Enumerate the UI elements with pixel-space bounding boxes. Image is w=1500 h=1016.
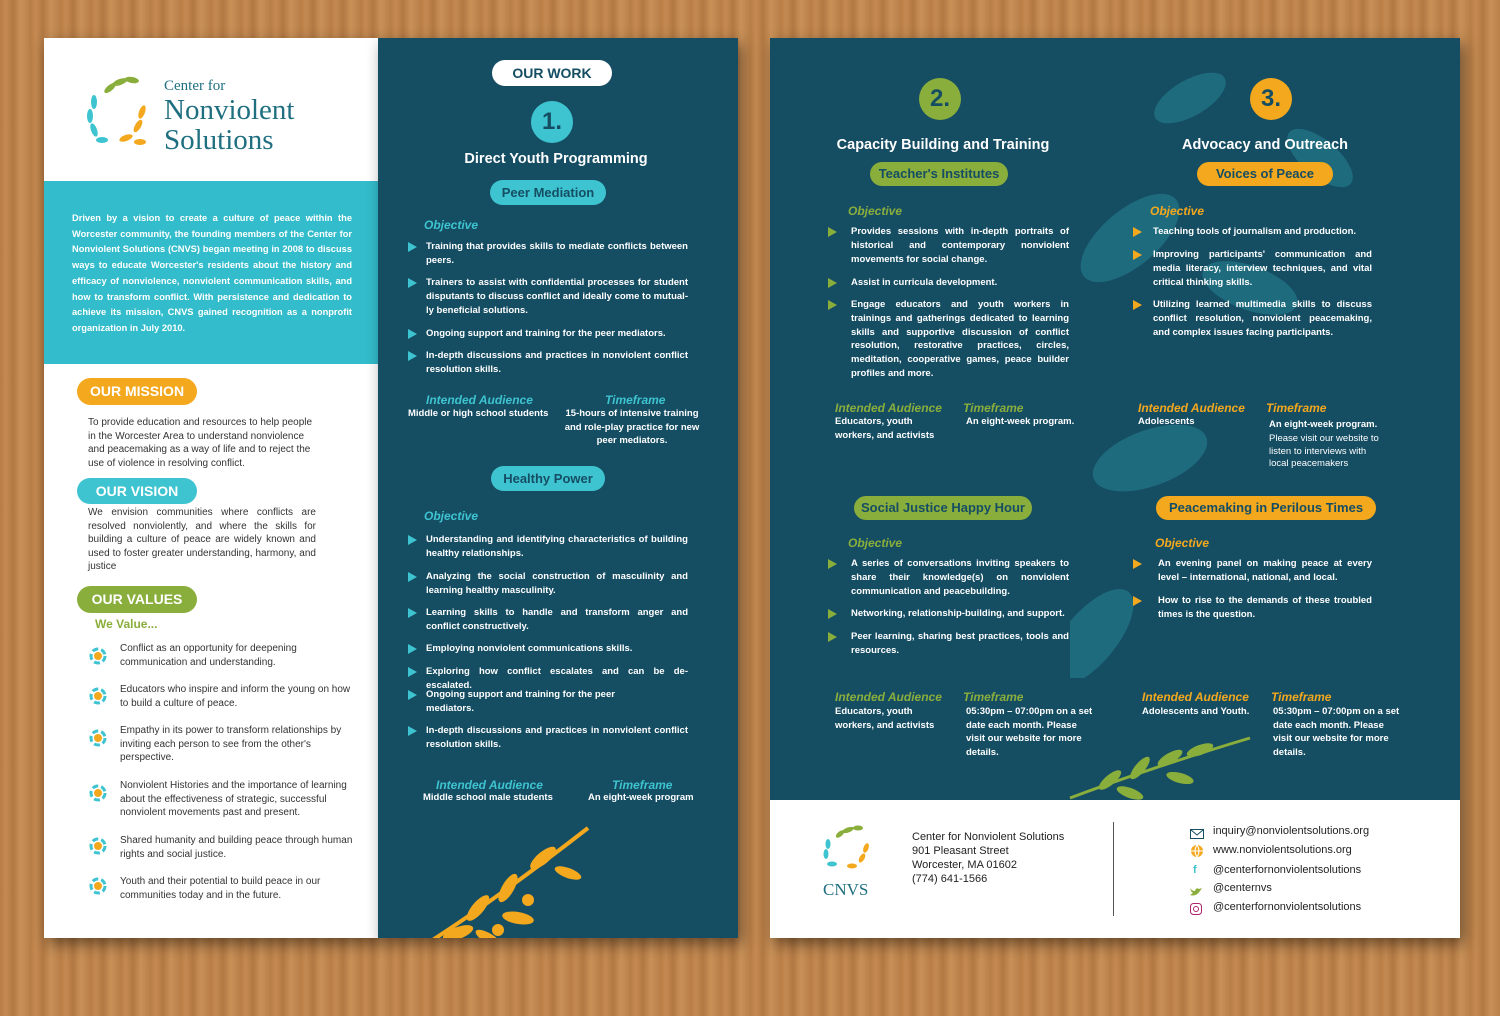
- footer: [770, 800, 1460, 938]
- logo-line-1: Center for: [164, 78, 226, 94]
- audience-text: Middle school male students: [423, 792, 553, 803]
- bullet-text: Exploring how conflict escalates and can be de-escalated.: [426, 666, 688, 691]
- footer-logo-text: CNVS: [823, 880, 869, 899]
- street: 901 Pleasant Street: [912, 845, 1009, 857]
- left-panel: [44, 38, 378, 938]
- bullet-arrow-icon: [1133, 250, 1142, 260]
- middle-panel: [378, 38, 738, 938]
- bullet-arrow-icon: [408, 329, 417, 339]
- org-name: Center for Nonviolent Solutions: [912, 831, 1065, 843]
- voices-of-peace-label: Voices of Peace: [1197, 162, 1333, 186]
- healthy-power-label: Healthy Power: [491, 466, 605, 491]
- value-item: Educators who inspire and inform the young on how to build a culture of peace.: [120, 684, 351, 709]
- cnvs-logo-icon: [818, 822, 878, 874]
- bullet-arrow-icon: [408, 690, 417, 700]
- olive-branch-icon: [418, 818, 618, 938]
- bullet-text: Ongoing support and training for the peer mediators.: [426, 689, 615, 714]
- peer-mediation-label: Peer Mediation: [490, 180, 606, 205]
- globe-icon: [1190, 844, 1204, 863]
- twitter-icon: [1190, 884, 1202, 902]
- bullet-text: Teaching tools of journalism and production.: [1153, 226, 1357, 237]
- audience-label: Intended Audience: [1142, 690, 1249, 704]
- intro-band: [44, 181, 378, 364]
- bullet-text: Improving participants' communication and media literacy, interview techniques, and vital critical thinking skills.: [1153, 249, 1372, 288]
- audience-label: Intended Audience: [835, 690, 942, 704]
- logo-wordmark: [164, 78, 295, 155]
- bullet-arrow-icon: [408, 278, 417, 288]
- logo-line-3: Solutions: [164, 124, 274, 156]
- bullet-arrow-icon: [1133, 596, 1142, 606]
- city: Worcester, MA 01602: [912, 859, 1017, 871]
- website-link[interactable]: www.nonviolentsolutions.org: [1213, 844, 1352, 856]
- bullet-arrow-icon: [408, 608, 417, 618]
- bullet-arrow-icon: [408, 351, 417, 361]
- bullet-arrow-icon: [408, 572, 417, 582]
- bullet-arrow-icon: [828, 278, 837, 288]
- value-item: Conflict as an opportunity for deepening communication and understanding.: [120, 643, 297, 668]
- value-item: Shared humanity and building peace through human rights and social justice.: [120, 835, 353, 860]
- bullet-text: Analyzing the social construction of masculinity and learning healthy masculinity.: [426, 571, 688, 596]
- timeframe-label: Timeframe: [963, 690, 1024, 704]
- values-subtitle: We Value...: [95, 617, 158, 631]
- facebook-icon: f: [1193, 864, 1197, 876]
- value-icon: [88, 876, 108, 896]
- audience-text: Adolescents and Youth.: [1142, 706, 1250, 717]
- value-icon: [88, 646, 108, 666]
- timeframe-text: 05:30pm – 07:00pm on a set date each month. Please visit our website for more details.: [966, 706, 1093, 758]
- value-icon: [88, 728, 108, 748]
- bullet-arrow-icon: [408, 535, 417, 545]
- cnvs-logo-icon: [80, 72, 160, 154]
- timeframe-label: Timeframe: [605, 393, 666, 407]
- value-icon: [88, 836, 108, 856]
- email-link[interactable]: inquiry@nonviolentsolutions.org: [1213, 825, 1370, 837]
- audience-text: Educators, youth workers, and activists: [835, 416, 935, 441]
- timeframe-text: An eight-week program: [588, 792, 694, 803]
- teachers-institutes-label: Teacher's Institutes: [870, 162, 1008, 186]
- audience-text: Adolescents: [1138, 416, 1195, 427]
- bullet-text: Ongoing support and training for the peer mediators.: [426, 328, 666, 339]
- bullet-text: Utilizing learned multimedia skills to discuss conflict resolution, nonviolent peacemaking, and complex issues facing participants.: [1153, 299, 1372, 338]
- phone: (774) 641-1566: [912, 873, 988, 885]
- bullet-arrow-icon: [828, 559, 837, 569]
- audience-label: Intended Audience: [436, 778, 543, 792]
- bullet-text: A series of conversations inviting speakers to share their knowledge(s) on nonviolent communication and peacebuilding.: [851, 558, 1069, 597]
- section-number-3: 3.: [1250, 78, 1292, 120]
- facebook-link[interactable]: @centerfornonviolentsolutions: [1213, 864, 1362, 876]
- section-number-2: 2.: [919, 78, 961, 120]
- our-work-heading: OUR WORK: [492, 60, 612, 86]
- instagram-link[interactable]: @centerfornonviolentsolutions: [1213, 901, 1362, 913]
- right-panel: [770, 38, 1460, 938]
- timeframe-label: Timeframe: [1266, 401, 1327, 415]
- objective-label: Objective: [1150, 204, 1205, 218]
- objective-label: Objective: [424, 509, 479, 523]
- bullet-arrow-icon: [408, 726, 417, 736]
- timeframe-text: 15-hours of intensive training and role-play practice for new peer mediators.: [564, 408, 700, 446]
- vision-text: We envision communities where conflicts are resolved nonviolently, and where the skills for building a culture of peace are widely known and used to foster greater understanding, harmony, and justice: [88, 507, 316, 572]
- bullet-arrow-icon: [408, 242, 417, 252]
- objective-label: Objective: [848, 536, 903, 550]
- timeframe-label: Timeframe: [612, 778, 673, 792]
- timeframe-label: Timeframe: [1271, 690, 1332, 704]
- bullet-text: An evening panel on making peace at every level – international, national, and local.: [1158, 558, 1372, 583]
- section-number-1: 1.: [531, 101, 573, 143]
- bullet-arrow-icon: [828, 227, 837, 237]
- bullet-text: Engage educators and youth workers in trainings and gatherings dedicated to learning skills and supportive discussion of conflict resolution, restorative practices, circles, meditation, cooperative games, peace builder profiles and more.: [851, 299, 1069, 379]
- audience-label: Intended Audience: [426, 393, 533, 407]
- twitter-link[interactable]: @centernvs: [1213, 882, 1272, 894]
- bullet-text: Training that provides skills to mediate conflicts between peers.: [426, 241, 688, 266]
- bullet-arrow-icon: [828, 609, 837, 619]
- intro-text: Driven by a vision to create a culture of peace within the Worcester community, the founding members of the Center for Nonviolent Solutions (CNVS) began meeting in 2008 to discuss ways to educate Worcester's residents about the history and efficacy of nonviolence, nonviolent communication skills, and how to transform conflict. With persistence and dedication to achieve its mission, CNVS gained recognition as a nonprofit organization in July 2010.: [72, 213, 352, 333]
- bullet-text: Networking, relationship-building, and support.: [851, 608, 1065, 619]
- audience-text: Middle or high school students: [408, 408, 549, 419]
- bullet-arrow-icon: [1133, 227, 1142, 237]
- bullet-arrow-icon: [1133, 559, 1142, 569]
- bullet-arrow-icon: [828, 632, 837, 642]
- audience-label: Intended Audience: [835, 401, 942, 415]
- social-justice-label: Social Justice Happy Hour: [854, 496, 1032, 520]
- timeframe-note: Please visit our website to listen to interviews with local peacemakers: [1269, 433, 1379, 469]
- timeframe-text: An eight-week program.: [1269, 419, 1378, 430]
- bullet-arrow-icon: [828, 300, 837, 310]
- bullet-text: How to rise to the demands of these troubled times is the question.: [1158, 595, 1372, 620]
- mission-heading: OUR MISSION: [77, 378, 197, 405]
- address-block: [912, 830, 1064, 886]
- bullet-text: In-depth discussions and practices in nonviolent conflict resolution skills.: [426, 725, 688, 750]
- objective-label: Objective: [424, 218, 479, 232]
- bullet-text: In-depth discussions and practices in nonviolent conflict resolution skills.: [426, 350, 688, 375]
- logo-line-2: Nonviolent: [164, 94, 295, 126]
- bullet-arrow-icon: [1133, 300, 1142, 310]
- timeframe-text: An eight-week program.: [966, 416, 1075, 427]
- value-icon: [88, 686, 108, 706]
- bullet-arrow-icon: [408, 667, 417, 677]
- value-item: Nonviolent Histories and the importance of learning about the effectiveness of strategic, successful nonviolent movements past and present.: [120, 780, 347, 818]
- section-title-1: Direct Youth Programming: [464, 151, 648, 167]
- value-item: Empathy in its power to transform relationships by inviting each person to see from the other's perspective.: [120, 725, 342, 763]
- peacemaking-label: Peacemaking in Perilous Times: [1156, 496, 1376, 520]
- audience-text: Educators, youth workers, and activists: [835, 706, 935, 731]
- bullet-text: Employing nonviolent communications skills.: [426, 643, 633, 654]
- objective-label: Objective: [1155, 536, 1210, 550]
- bullet-text: Assist in curricula development.: [851, 277, 998, 288]
- vision-heading: OUR VISION: [77, 478, 197, 504]
- value-icon: [88, 783, 108, 803]
- bullet-text: Peer learning, sharing best practices, tools and resources.: [851, 631, 1069, 656]
- mission-text: To provide education and resources to help people in the Worcester Area to understand nonviolence and peacemaking as a way of life and to reject the use of violence in resolving conflict.: [88, 417, 313, 469]
- section-title-3: Advocacy and Outreach: [1182, 137, 1348, 153]
- timeframe-label: Timeframe: [963, 401, 1024, 415]
- audience-label: Intended Audience: [1138, 401, 1245, 415]
- timeframe-text: 05:30pm – 07:00pm on a set date each month. Please visit our website for more details.: [1273, 706, 1400, 758]
- bullet-text: Understanding and identifying characteristics of building healthy relationships.: [426, 534, 688, 559]
- mail-icon: [1190, 826, 1206, 838]
- value-item: Youth and their potential to build peace in our communities today and in the future.: [120, 876, 321, 901]
- instagram-icon: [1190, 902, 1202, 920]
- section-title-2: Capacity Building and Training: [836, 137, 1050, 153]
- bullet-text: Learning skills to handle and transform anger and conflict constructively.: [426, 607, 688, 632]
- objective-label: Objective: [848, 204, 903, 218]
- values-heading: OUR VALUES: [77, 586, 197, 613]
- footer-divider: [1113, 822, 1114, 916]
- bullet-text: Trainers to assist with confidential processes for student disputants to discuss conflict and ideally come to mutual-ly beneficial solutions.: [426, 277, 688, 316]
- bullet-arrow-icon: [408, 644, 417, 654]
- bullet-text: Provides sessions with in-depth portraits of historical and contemporary nonviolent movements for social change.: [851, 226, 1069, 265]
